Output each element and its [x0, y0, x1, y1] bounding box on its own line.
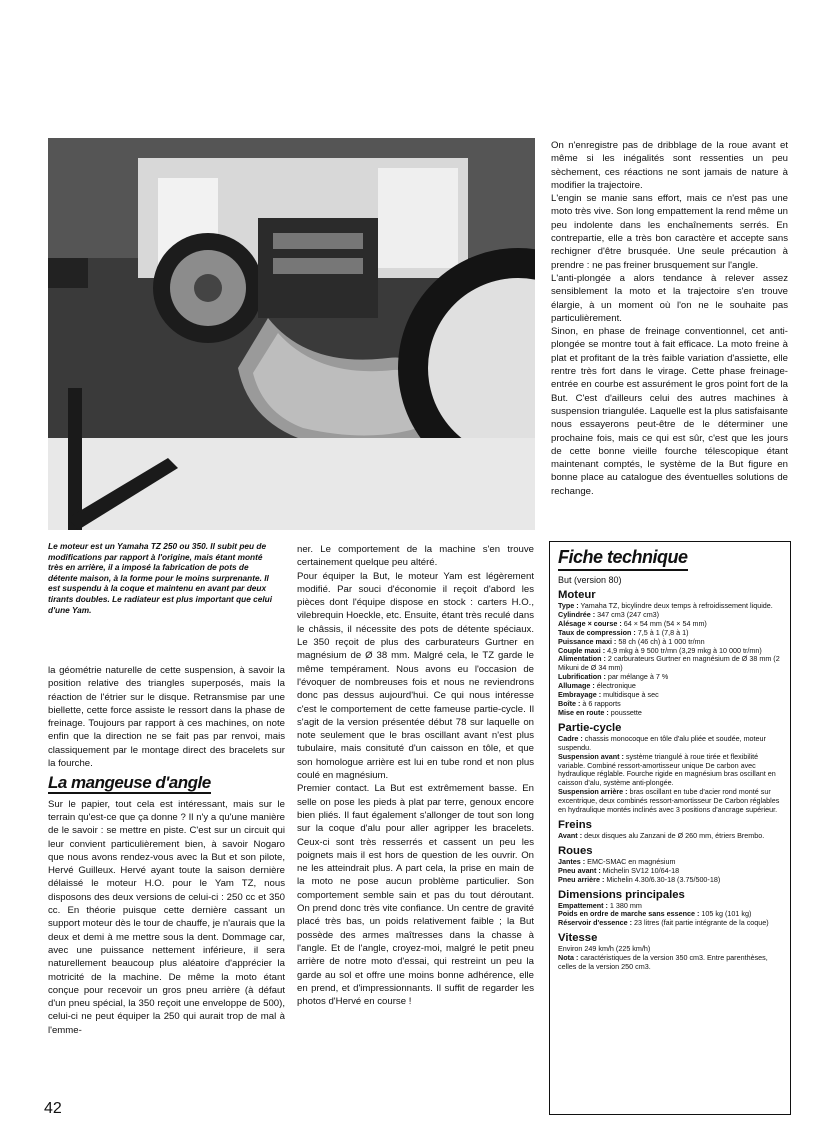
spec-key: Pneu avant :	[558, 865, 601, 875]
spec-key: Jantes :	[558, 856, 586, 866]
spec-key: Lubrification :	[558, 672, 606, 682]
spec-row	[558, 876, 784, 885]
spec-key: Poids en ordre de marche sans essence :	[558, 909, 700, 919]
spec-value: 2 carburateurs Gurtner en magnésium de Ø 38 mm (2 Mikuni de Ø 34 mm)	[558, 654, 780, 673]
paragraph: Pour équiper la But, le moteur Yam est légèrement modifié. Par souci d'économie il reçoit d'abord les pièces dont l'équipe dispose en stock : carters H.O., vilebrequin Hoeckle, etc. Ensuite, étant très reculé dans le châssis, il nécessite des pots de détente spéciaux. Le 350 reçoit de plus des carburateurs Gurtner en magnésium de Ø 38 mm. Malgré cela, le TZ garde le même tempérament. Nous avons eu l'occasion de l'évoquer de nombreuses fois et nous ne reviendrons donc pas dessus aujourd'hui. Ce qui nous intéresse c'est le comportement de cette fameuse partie-cycle. Il s'agit de la version présentée début 78 sur laquelle on note seulement que le bras oscillant avant n'est plus tubulaire, mais consituté d'un caisson en tôle, et que son homologue arrière est lui en tube rond et non plus coulé en magnésium.	[297, 570, 534, 782]
fiche-version: But (version 80)	[558, 575, 622, 585]
spec-row	[558, 709, 784, 718]
paragraph: Sur le papier, tout cela est intéressant, mais sur le terrain qu'est-ce que ça donne ? Il n'y a qu'une manière de le savoir : se mettre en piste. C'est sur un circuit qui leur convient particulièrement bien, à savoir Nogaro que nous avons rendez-vous avec la But et son pilote, Hervé Guilleux. Hervé ayant toute la saison dernière délaissé le moteur H.O. pour le Yam TZ, nous disposons des deux versions de celui-ci : 250 cc et 350 cc. En théorie puisque cette dernière cassant un support moteur dès le tour de chauffe, je n'aurais que la deux et demi à me mettre sous la dent. Dommage car, avec une puissance nettement inférieure, il sera naturellement beaucoup plus aléatoire d'apprécier la motricité de la machine. De même la moto étant conçue pour recevoir un gros pneu arrière (à défaut d'un pneu spécial, la 350 reçoit une enveloppe de 500), celui-ci ne peut équiper la 250 qui aurait trop de mal à l'emme-	[48, 798, 285, 1036]
paragraph: ner. Le comportement de la machine s'en trouve certainement quelque peu altéré.	[297, 544, 534, 569]
spec-key: Mise en route :	[558, 707, 609, 717]
fiche-technique-box	[549, 541, 791, 1115]
spec-value: caractéristiques de la version 350 cm3. Entre parenthèses, celles de la version 250 cm3.	[558, 953, 768, 972]
spec-key: Suspension arrière :	[558, 787, 628, 797]
spec-key: Empattement :	[558, 900, 608, 910]
spec-value: bras oscillant en tube d'acier rond monté sur excentrique, deux combinés ressort-amortisseur De Carbon réglables en hydraulique montés inclinés avec 3 positions d'ancrage supérieur.	[558, 787, 780, 815]
spec-key: Cadre :	[558, 733, 583, 743]
spec-key: Cylindrée :	[558, 609, 596, 619]
spec-key: Pneu arrière :	[558, 874, 605, 884]
spec-row	[558, 655, 784, 673]
spec-key: Réservoir d'essence :	[558, 918, 633, 928]
spec-key: Puissance maxi :	[558, 636, 617, 646]
spec-value: EMC-SMAC en magnésium	[585, 856, 676, 866]
spec-row	[558, 954, 784, 972]
text-column-3	[551, 139, 788, 498]
spec-value: 23 litres (fait partie intégrante de la coque)	[632, 918, 769, 928]
page-number: 42	[44, 1100, 62, 1117]
spec-row: Environ 249 km/h (225 km/h)	[558, 944, 651, 954]
spec-value: chassis monocoque en tôle d'alu pliée et soudée, moteur suspendu.	[558, 733, 766, 752]
spec-row	[558, 832, 784, 841]
paragraph: On n'enregistre pas de dribblage de la roue avant et même si les inégalités sont ressenties un peu sèchement, ces réactions ne sont jamais de nature à modifier la trajectoire.	[551, 140, 788, 191]
spec-key: Type :	[558, 601, 579, 610]
paragraph: L'anti-plongée a alors tendance à relever assez sensiblement la moto et la trajectoire s'en trouve élargie, à un moment où l'on ne le souhaite pas particulièrement.	[551, 272, 788, 324]
spec-value: 105 kg (101 kg)	[699, 909, 752, 919]
fiche-heading-vitesse: Vitesse	[558, 932, 598, 945]
spec-value: à 6 rapports	[580, 698, 621, 708]
fiche-title: Fiche technique	[558, 547, 688, 571]
fiche-heading-moteur: Moteur	[558, 589, 596, 601]
text-column-1	[48, 664, 285, 1037]
fiche-heading-roues: Roues	[558, 844, 593, 857]
spec-value: Michelin 4.30/6.30-18 (3.75/500-18)	[604, 874, 721, 884]
spec-value: 1 380 mm	[607, 900, 642, 910]
spec-value: multidisque à sec	[601, 690, 659, 700]
spec-value: 58 ch (46 ch) à 1 000 tr/mn	[616, 636, 705, 646]
spec-value: deux disques alu Zanzani de Ø 260 mm, étriers Brembo.	[582, 830, 765, 840]
spec-value: électronique	[594, 681, 636, 691]
photo-caption: Le moteur est un Yamaha TZ 250 ou 350. Il subit peu de modifications par rapport à l'origine, mais étant monté très en arrière, il a imposé la fabrication de pots de détente maison, à la forme pour le moins surprenante. Il est suspendu à la coque et maintenu en avant par deux tirants doubles. Le radiateur est plus important que celui d'une Yam.	[48, 541, 273, 615]
spec-value: 4,9 mkg à 9 500 tr/mn (3,29 mkg à 10 000 tr/mn)	[605, 645, 762, 655]
spec-value: 7,5 à 1 (7,8 à 1)	[635, 627, 689, 637]
spec-row	[558, 788, 784, 815]
fiche-heading-freins: Freins	[558, 818, 592, 831]
spec-value: Yamaha TZ, bicylindre deux temps à refroidissement liquide.	[578, 601, 773, 610]
spec-key: Avant :	[558, 830, 583, 840]
paragraph: la géométrie naturelle de cette suspension, à savoir la position relative des triangles superposés, mais la réaction de l'étrier sur le disque. Retransmise par une biellette, cette force assiste le ressort dans la phase de freinage. Toujours par rapport à ces machines, on note enfin que la direction ne se fait pas par renvoi, mais classiquement par le montage direct des bracelets sur la fourche.	[48, 665, 285, 770]
spec-row	[558, 753, 784, 789]
spec-value: poussette	[608, 707, 642, 717]
fiche-heading-partie-cycle: Partie-cycle	[558, 721, 622, 734]
spec-value: 347 cm3 (247 cm3)	[595, 609, 660, 619]
spec-key: Couple maxi :	[558, 645, 606, 655]
paragraph: L'engin se manie sans effort, mais ce n'est pas une moto très vive. Son long empattement la rend même un peu indolente dans les enchaînements serrés. En contrepartie, elle a très bon caractère et accepte sans rechigner d'être brusquée. Une seule précaution à prendre : ne pas freiner brusquement sur l'angle.	[551, 193, 788, 271]
spec-row	[558, 735, 784, 753]
spec-value: 64 × 54 mm (54 × 54 mm)	[621, 618, 707, 628]
spec-key: Alimentation :	[558, 654, 606, 664]
spec-key: Taux de compression :	[558, 627, 636, 637]
spec-key: Embrayage :	[558, 690, 602, 700]
engine-photo	[48, 138, 535, 530]
spec-key: Suspension avant :	[558, 751, 624, 761]
text-column-2	[297, 543, 534, 1008]
paragraph: Sinon, en phase de freinage conventionnel, cet anti-plongée se montre tout à fait efficace. La moto freine à plat et profitant de la très faible variation d'assiette, elle rentre très fort dans le virage. Cette phase freinage-entrée en courbe est assurément le gros point fort de la But. C'est d'ailleurs celui des autres machines à suspension triangulée. Laquelle est la plus satisfaisante nous essayerons peut-être de le déterminer une prochaine fois, mais ce qui est sûr, c'est que les jours de cette bonne vieille fourche télescopique étant maintenant comptés, le système de la But figure en bonne place au catalogue des éventuelles solutions de rechange.	[551, 326, 788, 497]
spec-value: système triangulé à roue tirée et flexibilité variable. Combiné ressort-amortisseur unique De carbon avec hydraulique réglable. Fourche rigide en magnésium bras oscillant en caisson d'alu, système anti-plongée.	[558, 751, 776, 788]
spec-key: Alésage × course :	[558, 618, 622, 628]
paragraph: Premier contact. La But est extrêmement basse. En selle on pose les pieds à plat par terre, genoux encore bien pliés. Il faut également s'allonger de tout son long sur la coque d'alu pour aller agripper les bracelets. Ceux-ci sont très resserrés et cassent un peu les poignets mais il est hors de question de les ouvrir. On ne les atteindrait plus. A part cela, la prise en main de la moto ne pose aucun problème particulier. Son comportement semble sain et pas du tout déroutant. On prend donc très vite confiance. Un centre de gravité placé très bas, un poids relativement faible ; la But possède des armes maîtresses dans la chasse à l'angle. Et de l'angle, croyez-moi, malgré le petit pneu arrière de notre moto d'essai, qui restreint un peu la garde au sol et offre une moins bonne adhérence, elle en prend, et d'impressionnants. Il suffit de regarder les photos d'Hervé en course !	[297, 783, 534, 1008]
spec-value: par mélange à 7 %	[605, 672, 669, 682]
spec-key: Boîte :	[558, 698, 581, 708]
section-heading: La mangeuse d'angle	[48, 773, 211, 793]
spec-key: Nota :	[558, 953, 579, 963]
spec-row	[558, 919, 784, 928]
spec-key: Allumage :	[558, 681, 595, 691]
spec-value: Michelin SV12 10/64-18	[600, 865, 680, 875]
fiche-heading-dimensions: Dimensions principales	[558, 888, 685, 901]
